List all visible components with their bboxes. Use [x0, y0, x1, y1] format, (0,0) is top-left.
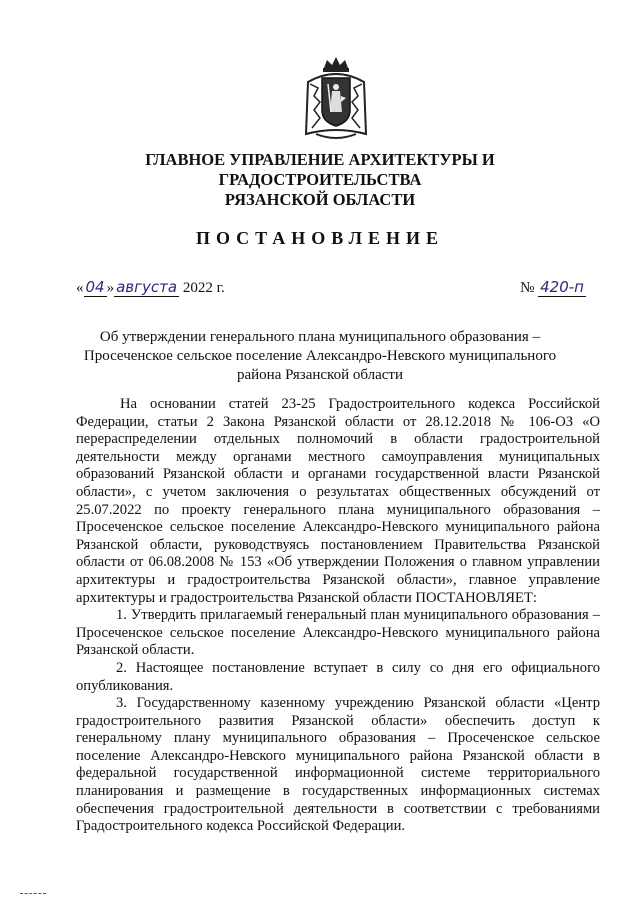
date-day-handwritten: 04: [85, 278, 105, 296]
org-name-line2: РЯЗАНСКОЙ ОБЛАСТИ: [224, 190, 416, 209]
page-bottom-mark: [20, 893, 46, 894]
document-type-title: ПОСТАНОВЛЕНИЕ: [195, 228, 445, 248]
resolution-item-3: 3. Государственному казенному учреждению Рязанской области «Центр градостроительного развития Рязанской области» обеспечить доступ к генеральному плану муниципального образования – Просеченское сельское поселение Александро-Невского муниципального района Рязанской области в федеральной государственной информационной системе территориального планирования и размещение в государственных информационных системах обеспечения градостроительной деятельности в соответствии с требованиями Градостроительного кодекса Российской Федерации.: [76, 695, 600, 835]
preamble-paragraph: На основании статей 23-25 Градостроительного кодекса Российской Федерации, статьи 2 Закона Рязанской области от 28.12.2018 № 106-ОЗ «О перераспределении отдельных полномочий в области градостроительной деятельности между органами местного самоуправления муниципальных образований Рязанской области и органами государственной власти Рязанской области», с учетом заключения о результатах общественных обсуждений от 25.07.2022 по проекту генерального плана муниципального образования – Просеченское сельское поселение Александро-Невского муниципального района Рязанской области, руководствуясь постановлением Правительства Рязанской области от 06.08.2008 № 153 «Об утверждении Положения о главном управлении архитектуры и градостроительства Рязанской области», главное управление архитектуры и градостроительства Рязанской области ПОСТАНОВЛЯЕТ:: [76, 396, 600, 606]
subject-line2: Просеченское сельское поселение Александро-Невского муниципального: [83, 348, 557, 364]
date-month-handwritten: августа: [116, 278, 178, 296]
date-open-quote: «: [76, 280, 84, 296]
number-prefix: №: [520, 280, 535, 296]
coat-of-arms-icon: [296, 54, 376, 144]
issuing-organization: [60, 150, 580, 210]
resolution-item-2: 2. Настоящее постановление вступает в силу со дня его официального опубликования.: [76, 659, 600, 694]
subject-line1: Об утверждении генерального плана муниципального образования –: [99, 329, 541, 345]
date-close-quote: »: [106, 280, 115, 296]
document-subject: [80, 328, 560, 385]
document-number: [520, 278, 586, 297]
document-date: [76, 278, 225, 297]
number-value-handwritten: 420-п: [540, 278, 584, 296]
resolution-item-1: 1. Утвердить прилагаемый генеральный план муниципального образования – Просеченское сельское поселение Александро-Невского муниципального района Рязанской области.: [76, 607, 600, 659]
subject-line3: района Рязанской области: [236, 367, 403, 383]
org-name-line1: ГЛАВНОЕ УПРАВЛЕНИЕ АРХИТЕКТУРЫ И ГРАДОСТРОИТЕЛЬСТВА: [145, 150, 495, 189]
date-year: 2022 г.: [182, 280, 225, 296]
document-body: [76, 396, 600, 836]
